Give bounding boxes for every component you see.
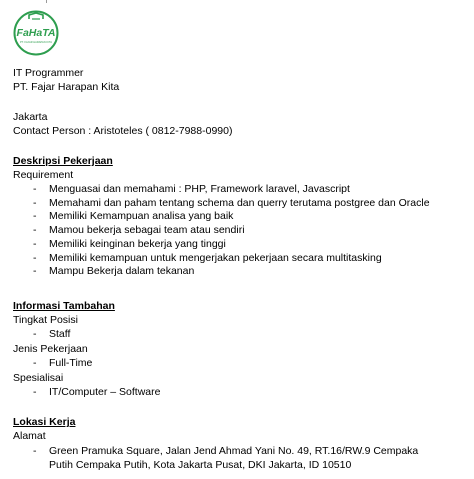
job-type-value: - Full-Time xyxy=(13,357,92,371)
company-name-text: PT. Fajar Harapan Kita xyxy=(13,81,120,93)
address-value: - Green Pramuka Square, Jalan Jend Ahmad Yani No. 49, RT.16/RW.9 Cempaka Putih Cempaka Putih, Kota Jakarta Pusat, DKI Jakarta, ID 10510 xyxy=(13,445,439,472)
list-item: - Menguasai dan memahami : PHP, Framework laravel, Javascript xyxy=(13,183,430,197)
company-name xyxy=(13,81,119,94)
list-item: - Mampu Bekerja dalam tekanan xyxy=(13,265,430,279)
contact-person: Contact Person : Aristoteles ( 0812-7988-0990) xyxy=(13,125,233,137)
job-type-label: Jenis Pekerjaan xyxy=(13,343,88,355)
location-heading: Lokasi Kerja xyxy=(13,416,76,428)
ruler-tick xyxy=(46,0,47,3)
address-label: Alamat xyxy=(13,430,46,442)
description-heading: Deskripsi Pekerjaan xyxy=(13,155,113,167)
city: Jakarta xyxy=(13,111,48,123)
list-item: - Memiliki kemampuan untuk mengerjakan pekerjaan secara multitasking xyxy=(13,252,430,266)
list-item: - Memahami dan paham tentang schema dan querry terutama postgree dan Oracle xyxy=(13,197,430,211)
list-item: - Memiliki keinginan bekerja yang tinggi xyxy=(13,238,430,252)
list-item: - Memiliki Kemampuan analisa yang baik xyxy=(13,210,430,224)
logo-text: FaHaTA xyxy=(16,27,56,39)
specialization-value: - IT/Computer – Software xyxy=(13,386,160,400)
requirement-label: Requirement xyxy=(13,169,74,181)
position-level-value: - Staff xyxy=(13,328,70,342)
requirement-list xyxy=(13,183,430,279)
position-level-list xyxy=(13,328,70,342)
logo-tagline: PT. FAJAR HARAPAN KITA xyxy=(20,41,52,44)
position-level-label: Tingkat Posisi xyxy=(13,314,78,326)
specialization-list xyxy=(13,386,160,400)
company-logo xyxy=(13,10,59,56)
job-type-list xyxy=(13,357,92,371)
list-item: - Mamou bekerja sebagai team atau sendiri xyxy=(13,224,430,238)
address-list xyxy=(13,445,439,472)
info-heading: Informasi Tambahan xyxy=(13,300,115,312)
job-title: IT Programmer xyxy=(13,67,84,79)
specialization-label: Spesialisai xyxy=(13,372,64,384)
